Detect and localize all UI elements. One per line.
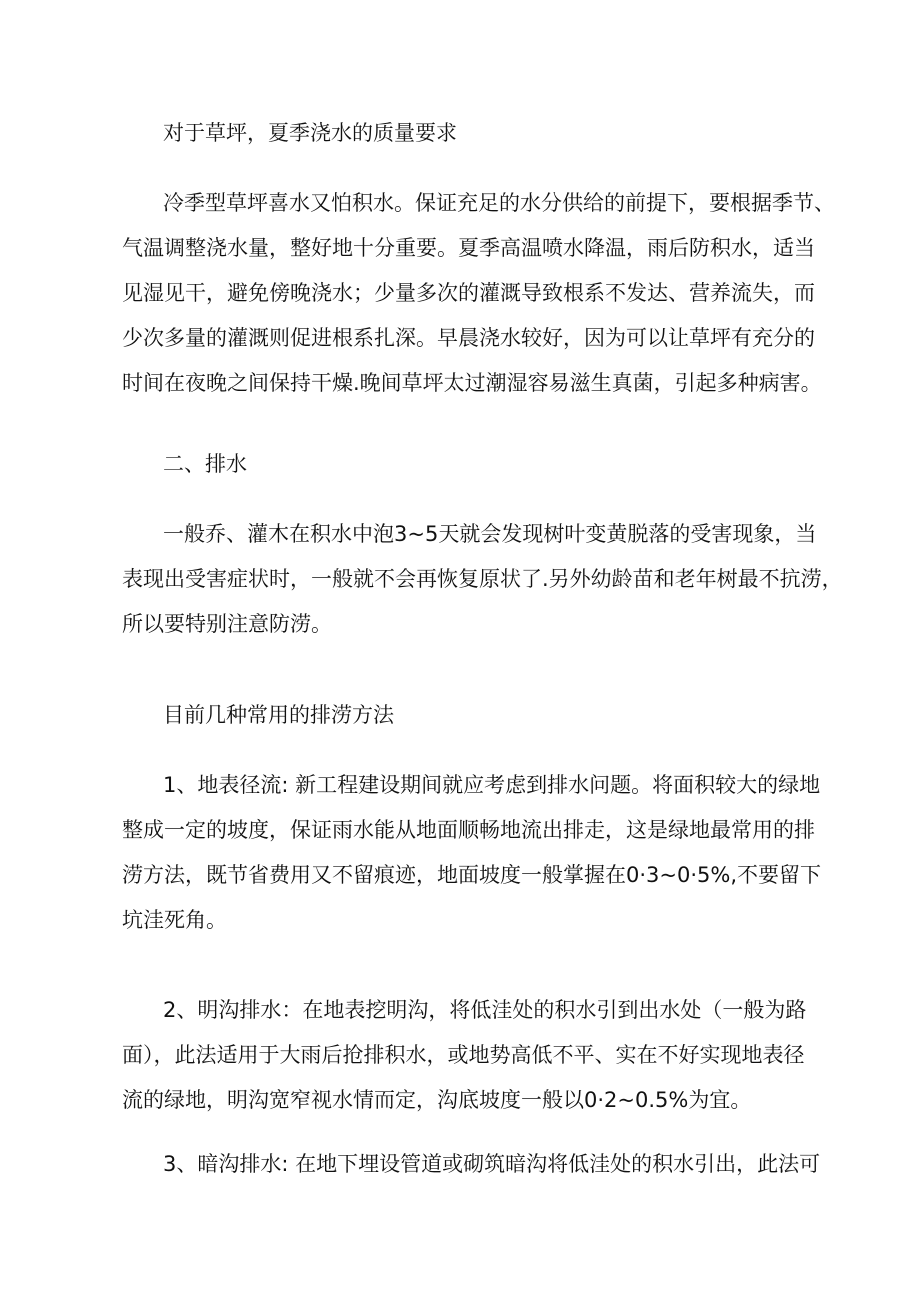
section-heading-lawn-watering <box>0 111 920 156</box>
text-line: 2、明沟排水：在地表挖明沟，将低洼处的积水引到出水处（一般为路 <box>163 998 807 1022</box>
text-line: 1、地表径流: 新工程建设期间就应考虑到排水问题。将面积较大的绿地 <box>163 773 821 797</box>
paragraph-method-1 <box>0 763 920 943</box>
text-line: 少次多量的灌溉则促进根系扎深。早晨浇水较好，因为可以让草坪有充分的 <box>122 326 815 350</box>
paragraph-method-3 <box>0 1142 920 1187</box>
text-line: 3、暗沟排水: 在地下埋设管道或砌筑暗沟将低洼处的积水引出，此法可 <box>163 1152 821 1176</box>
paragraph-method-2 <box>0 988 920 1123</box>
text-line: 时间在夜晚之间保持干燥.晚间草坪太过潮湿容易滋生真菌，引起多种病害。 <box>122 371 822 395</box>
text-line: 涝方法，既节省费用又不留痕迹，地面坡度一般掌握在0·3~0·5%,不要留下 <box>122 863 822 887</box>
text-line: 流的绿地，明沟宽窄视水情而定，沟底坡度一般以0·2~0.5%为宜。 <box>122 1088 752 1112</box>
text-line: 对于草坪，夏季浇水的质量要求 <box>163 121 457 145</box>
text-line: 整成一定的坡度，保证雨水能从地面顺畅地流出排走，这是绿地最常用的排 <box>122 818 815 842</box>
text-line: 所以要特别注意防涝。 <box>122 612 332 636</box>
section-heading-drainage <box>0 442 920 487</box>
text-line: 冷季型草坪喜水又怕积水。保证充足的水分供给的前提下，要根据季节、 <box>163 191 835 215</box>
paragraph-drainage <box>0 512 920 647</box>
text-line: 坑洼死角。 <box>122 908 227 932</box>
text-line: 面），此法适用于大雨后抢排积水，或地势高低不平、实在不好实现地表径 <box>122 1043 805 1067</box>
text-line: 二、排水 <box>163 452 247 476</box>
text-line: 一般乔、灌木在积水中泡3~5天就会发现树叶变黄脱落的受害现象，当 <box>163 522 817 546</box>
text-line: 气温调整浇水量，整好地十分重要。夏季高温喷水降温，雨后防积水，适当 <box>122 236 815 260</box>
paragraph-lawn-watering <box>0 181 920 406</box>
section-heading-methods <box>0 693 920 738</box>
text-line: 表现出受害症状时，一般就不会再恢复原状了.另外幼龄苗和老年树最不抗涝， <box>122 567 843 591</box>
text-line: 见湿见干，避免傍晚浇水；少量多次的灌溉导致根系不发达、营养流失，而 <box>122 281 815 305</box>
text-line: 目前几种常用的排涝方法 <box>163 703 394 727</box>
